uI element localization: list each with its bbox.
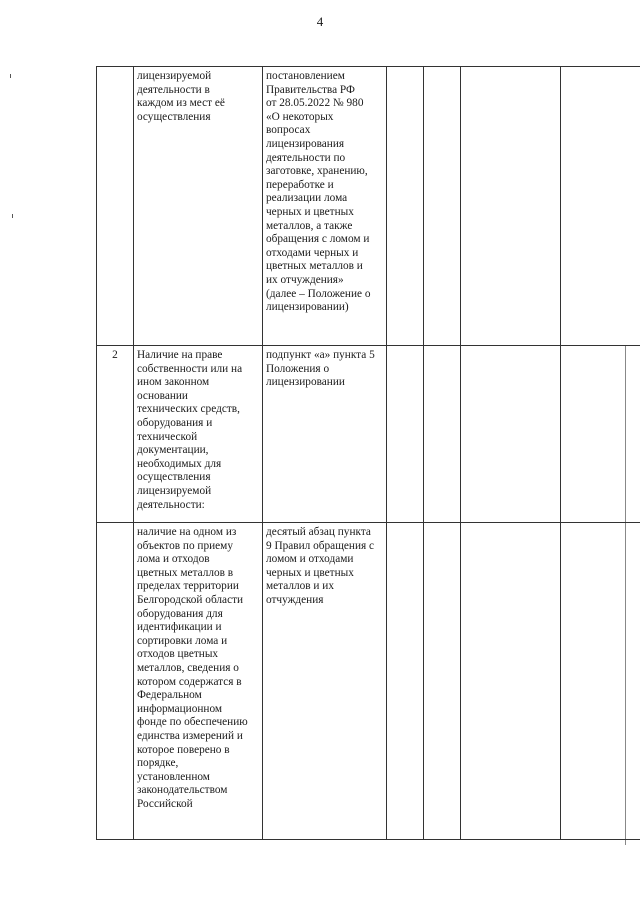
table-row xyxy=(97,67,640,346)
legal-basis-cell: подпункт «а» пункта 5 Положения о лицензировании xyxy=(263,346,387,523)
table-row xyxy=(97,346,640,523)
row-number-cell xyxy=(97,523,134,840)
margin-mark xyxy=(12,214,13,218)
empty-cell xyxy=(424,346,461,523)
empty-cell xyxy=(561,346,640,523)
empty-cell xyxy=(461,67,561,346)
empty-cell xyxy=(424,523,461,840)
page-number: 4 xyxy=(316,14,324,29)
empty-cell xyxy=(461,523,561,840)
requirement-cell: наличие на одном из объектов по приему лома и отходов цветных металлов в пределах территории Белгородской области оборудования для идентификации и сортировки лома и отходов цветных металлов, сведения о котором содержатся в Федеральном информационном фонде по обеспечению единства измерений и которое поверено в порядке, установленном законодательством Российской xyxy=(134,523,263,840)
legal-basis-cell: постановлением Правительства РФ от 28.05.2022 № 980 «О некоторых вопросах лицензирования деятельности по заготовке, хранению, переработке и реализации лома черных и цветных металлов, а также обращения с ломом и отходами черных и цветных металлов и их отчуждения» (далее – Положение о лицензировании) xyxy=(263,67,387,346)
empty-cell xyxy=(387,67,424,346)
legal-basis-cell: десятый абзац пункта 9 Правил обращения с ломом и отходами черных и цветных металлов и их отчуждения xyxy=(263,523,387,840)
empty-cell xyxy=(387,346,424,523)
requirement-cell: Наличие на праве собственности или на ином законном основании технических средств, оборудования и технической документации, необходимых для осуществления лицензируемой деятельности: xyxy=(134,346,263,523)
table-row xyxy=(97,523,640,840)
requirement-cell: лицензируемой деятельности в каждом из мест её осуществления xyxy=(134,67,263,346)
requirements-table xyxy=(96,66,640,840)
margin-mark xyxy=(10,74,11,78)
empty-cell xyxy=(387,523,424,840)
row-number-cell: 2 xyxy=(97,346,134,523)
row-number-cell xyxy=(97,67,134,346)
empty-cell xyxy=(424,67,461,346)
empty-cell xyxy=(561,67,640,346)
empty-cell xyxy=(561,523,640,840)
empty-cell xyxy=(461,346,561,523)
